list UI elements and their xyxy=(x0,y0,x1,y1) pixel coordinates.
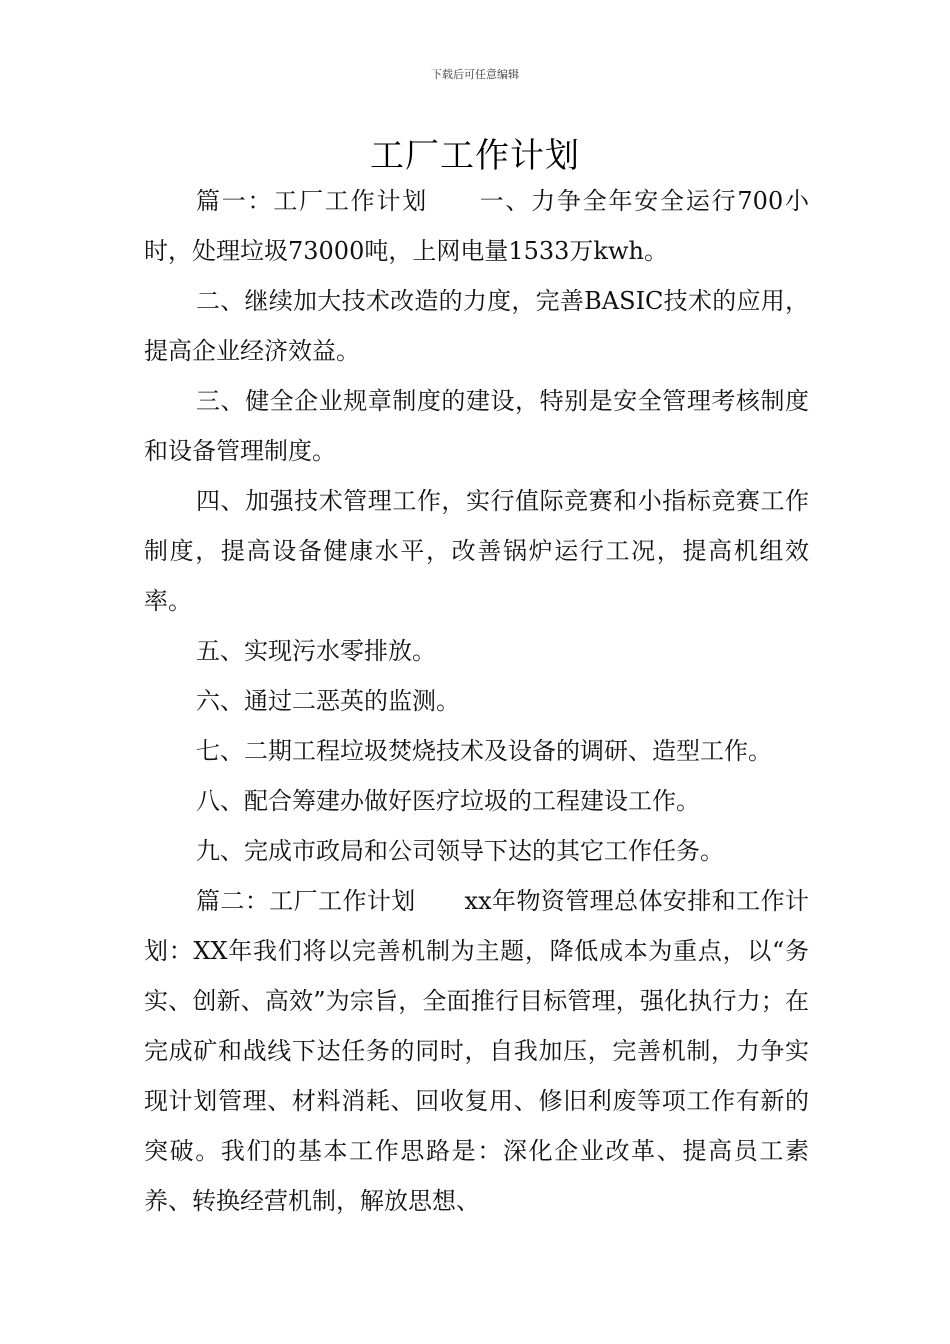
paragraph: 四、加强技术管理工作，实行值际竞赛和小指标竞赛工作制度，提高设备健康水平，改善锅炉运行工况，提高机组效率。 xyxy=(144,487,809,615)
paragraph: 篇二：工厂工作计划 xx年物资管理总体安排和工作计划：XX年我们将以完善机制为主题，降低成本为重点，以“务实、创新、高效”为宗旨，全面推行目标管理，强化执行力；在完成矿和战线下达任务的同时，自我加压，完善机制，力争实现计划管理、材料消耗、回收复用、修旧利废等项工作有新的突破。我们的基本工作思路是：深化企业改革、提高员工素养、转换经营机制，解放思想、 xyxy=(144,887,809,1215)
paragraph: 篇一：工厂工作计划 一、力争全年安全运行700小时，处理垃圾73000吨，上网电量1533万kwh。 xyxy=(144,187,809,265)
paragraph: 五、实现污水零排放。 xyxy=(196,637,436,665)
paragraph: 八、配合筹建办做好医疗垃圾的工程建设工作。 xyxy=(196,787,700,815)
paragraph: 九、完成市政局和公司领导下达的其它工作任务。 xyxy=(196,837,724,865)
paragraph: 六、通过二恶英的监测。 xyxy=(196,687,460,715)
paragraph: 七、二期工程垃圾焚烧技术及设备的调研、造型工作。 xyxy=(196,737,772,765)
paragraph: 二、继续加大技术改造的力度，完善BASIC技术的应用，提高企业经济效益。 xyxy=(144,287,809,365)
paragraph: 三、健全企业规章制度的建设，特别是安全管理考核制度和设备管理制度。 xyxy=(144,387,809,465)
document-title: 工厂工作计划 xyxy=(370,136,580,176)
header-note: 下载后可任意编辑 xyxy=(431,68,519,81)
document-body xyxy=(144,176,809,1226)
